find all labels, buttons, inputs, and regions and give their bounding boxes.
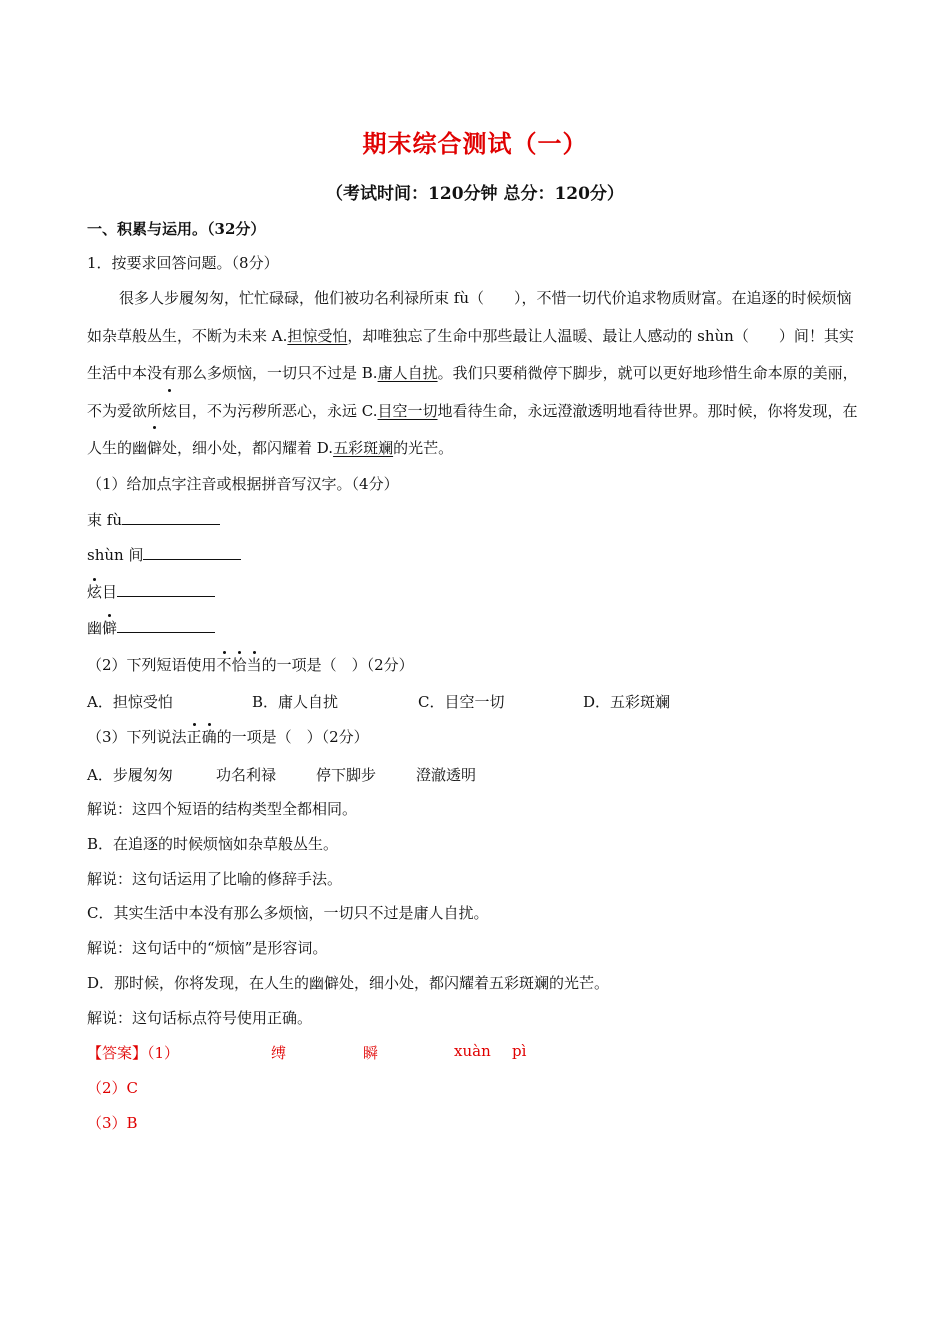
answer-blank[interactable] xyxy=(117,582,215,597)
passage-text: 。我们只要稍微停下脚步，就可以更好地珍惜生命本原的美丽，不为爱欲所 xyxy=(87,364,858,420)
question-stem: 1．按要求回答问题。（8分） xyxy=(87,254,279,272)
page-title: 期末综合测试（一） xyxy=(362,129,588,158)
answer-blank[interactable] xyxy=(117,618,215,633)
sub-question-1: （1）给加点字注音或根据拼音写汉字。（4分） xyxy=(87,475,399,493)
choice-c[interactable]: C．其实生活中本没有那么多烦恼，一切只不过是庸人自扰。 xyxy=(87,904,489,922)
section-heading: 一、积累与运用。（32分） xyxy=(87,220,266,238)
dotted-char: 炫 xyxy=(162,393,177,431)
phrase-item: 停下脚步 xyxy=(316,766,377,784)
option-b-phrase: 庸人自扰 xyxy=(377,364,438,382)
answer-3: （3）B xyxy=(87,1114,138,1132)
question-text: 的一项是（ ）（2分） xyxy=(261,656,414,674)
choice-b[interactable]: B．庸人自扰 xyxy=(252,693,339,711)
question-text: （2）下列短语使用 xyxy=(87,656,217,674)
choice-a[interactable]: A．担惊受怕 xyxy=(87,693,173,711)
fill-item-2 xyxy=(87,545,241,565)
choice-a[interactable]: A．步履匆匆 xyxy=(87,766,173,784)
choice-d[interactable]: D．五彩斑斓 xyxy=(583,693,671,711)
answer-item: 缚 xyxy=(271,1044,287,1062)
fill-label: 束 fù xyxy=(87,511,122,529)
choice-d[interactable]: D．那时候，你将发现，在人生的幽僻处，细小处，都闪耀着五彩斑斓的光芒。 xyxy=(87,974,610,992)
answer-2: （2）C xyxy=(87,1079,139,1097)
answer-label: 【答案】（1） xyxy=(87,1044,180,1062)
dotted-char: 当 xyxy=(246,656,262,674)
option-a-phrase: 担惊受怕 xyxy=(287,326,348,345)
question-text: （3）下列说法 xyxy=(87,728,187,746)
sub-question-3 xyxy=(87,727,369,747)
fill-item-4 xyxy=(87,618,215,638)
explanation-b: 解说：这句话运用了比喻的修辞手法。 xyxy=(87,870,343,888)
explanation-d: 解说：这句话标点符号使用正确。 xyxy=(87,1009,313,1027)
dotted-char: 不 xyxy=(216,656,232,674)
option-d-phrase: 五彩斑斓 xyxy=(333,439,394,457)
answer-item: xuàn xyxy=(454,1042,491,1060)
answer-item: 瞬 xyxy=(363,1044,379,1062)
answer-item: pì xyxy=(512,1042,527,1060)
option-c-phrase: 目空一切 xyxy=(377,401,438,420)
passage-text: 的光芒。 xyxy=(393,439,454,457)
answer-blank[interactable] xyxy=(143,545,241,560)
answer-blank[interactable] xyxy=(122,510,220,525)
dotted-char: 僻 xyxy=(102,619,118,637)
passage-text: 很多人步履匆匆，忙忙碌碌，他们被功名利禄所束 fù（ ），不惜一切代价追求物质财富。在追逐的时候烦恼如杂草般丛生，不断为未来 A. xyxy=(87,289,852,345)
fill-label: 目 xyxy=(102,583,118,601)
fill-item-1 xyxy=(87,510,220,530)
passage-text: ，却唯独忘了生命中那些最让人温暖、最让人感动的 shùn（ ）间！其实生活中本没有那么多烦恼，一切只不过是 B. xyxy=(87,326,854,382)
choice-c[interactable]: C．目空一切 xyxy=(418,693,505,711)
explanation-a: 解说：这四个短语的结构类型全都相同。 xyxy=(87,800,358,818)
fill-label: shùn 间 xyxy=(87,546,144,564)
passage-text: 地看待生命，永远澄澈透明地看待世界。那时候，你将发现，在人生的幽 xyxy=(87,401,858,457)
passage-text: 目，不为污秽所恶心，永远 C. xyxy=(177,401,378,420)
dotted-char: 僻 xyxy=(147,430,162,468)
passage-text: 处，细小处，都闪耀着 D. xyxy=(162,439,334,457)
dotted-char: 确 xyxy=(201,728,217,746)
explanation-c: 解说：这句话中的“烦恼”是形容词。 xyxy=(87,939,328,957)
phrase-item: 澄澈透明 xyxy=(416,766,477,784)
dotted-char: 恰 xyxy=(231,656,247,674)
sub-question-2 xyxy=(87,655,414,675)
fill-label: 幽 xyxy=(87,619,103,637)
dotted-char: 炫 xyxy=(87,583,103,601)
dotted-char: 正 xyxy=(186,728,202,746)
reading-passage xyxy=(87,280,862,468)
choice-b[interactable]: B．在追逐的时候烦恼如杂草般丛生。 xyxy=(87,835,339,853)
phrase-item: 功名利禄 xyxy=(216,766,277,784)
question-text: 的一项是（ ）（2分） xyxy=(216,728,369,746)
fill-item-3 xyxy=(87,582,215,602)
exam-info: （考试时间：120分钟 总分：120分） xyxy=(326,184,624,204)
